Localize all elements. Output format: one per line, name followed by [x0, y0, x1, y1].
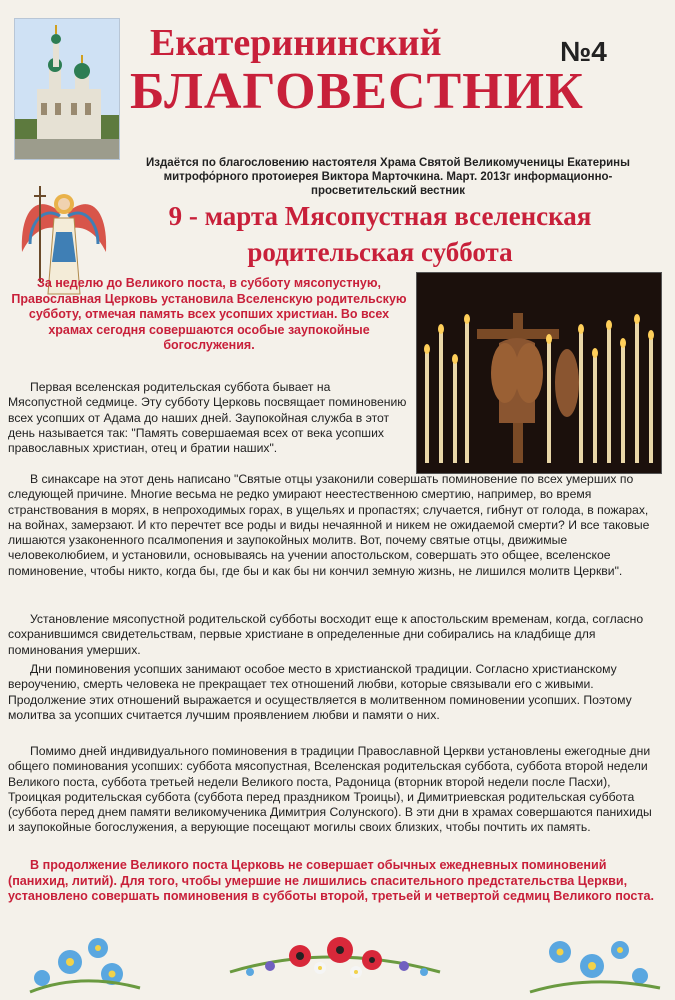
- article-closing: В продолжение Великого поста Церковь не совершает обычных ежедневных поминовений (панихид, литий). Для того, чтобы умершие не лишились спасительного предстательства Церкви, установлено совершать поминовения в субботы второй, третьей и четвертой седмиц Великого поста.: [8, 858, 655, 904]
- issue-number: №4: [560, 36, 607, 67]
- article-headline: 9 - марта Мясопустная вселенская родительская суббота: [168, 201, 592, 267]
- church-photo: [14, 18, 120, 160]
- title-line-1: Екатерининский: [150, 22, 442, 64]
- article-paragraph-2: В синаксаре на этот день написано "Святые отцы узаконили совершать поминовение по всех умерших по следующей причине. Многие весьма не редко умирают неестественною смертию, например, во время странствования в морях, в непроходимых горах, в ущельях и пропастях; случается, гибнут от голода, в пожарах, на войнах, замерзают. И кто перечтет все роды и виды нечаянной и никем не ожидаемой смерти? И все таковые лишаются узаконенного псалмопения и заупокойных молитв. Вот, почему святые отцы, движимые человеколюбием, и установили, основываясь на учении апостольском, совершать это общее, вселенское поминовение, чтобы никто, когда бы, где бы и как бы ни кончил земную жизнь, не лишился молитв Церкви".: [8, 472, 650, 578]
- article-lead: За неделю до Великого поста, в субботу мясопустную, Православная Церковь установила Вселенскую родительскую субботу, отмечая память всех усопших христиан. Во всех храмах сегодня совершаются особые заупокойные богослужения.: [11, 276, 407, 352]
- candles-crucifix-photo: [416, 272, 662, 474]
- article-paragraph-3: Установление мясопустной родительской субботы восходит еще к апостольским временам, когда, согласно сохранившимся свидетельствам, первые христиане в определенные дни собирались на кладбище для поминования умерших.: [8, 612, 644, 657]
- title-line-2: БЛАГОВЕСТНИК: [130, 63, 584, 120]
- flower-border: [0, 922, 675, 1000]
- masthead-subtitle: Издаётся по благословению настоятеля Храма Святой Великомученицы Екатерины митрофо́рного протоиерея Виктора Марточкина. Март. 2013г информациoнно-просветительский вестник: [146, 157, 630, 197]
- article-paragraph-1: Первая вселенская родительская суббота бывает на Мясопустной седмице. Эту субботу Церковь посвящает поминовению всех усопших от Адама до наших дней. Заупокойная служба в этот день называется так: "Память совершаемая всех от века усопших православных христиан, отец и братии наших".: [8, 380, 407, 456]
- article-paragraph-5: Помимо дней индивидуального поминовения в традиции Православной Церкви установлены ежегодные дни общего поминования усопших: суббота мясопустная, Вселенская родительская суббота, суббота второй недели Великого поста, суббота третьей недели Великого поста, Радоница (вторник второй недели после Пасхи), Троицкая родительская суббота (суббота перед праздником Троицы), и Димитриевская родительская суббота (суббота перед днем памяти великомученика Димитрия Солунского). В эти дни в храмах совершаются панихиды и заупокойные богослужения, а верующие посещают могилы своих близких, чтобы почтить их память.: [8, 744, 652, 835]
- article-paragraph-4: Дни поминовения усопших занимают особое место в христианской традиции. Согласно христианскому вероучению, смерть человека не прекращает тех отношений любви, которые связывали его с живыми. Продолжение этих отношений выражается и осуществляется в молитвенном поминовении усопших. Поэтому молитва за усопших считается лучшим проявлением любви и памяти о них.: [8, 662, 632, 722]
